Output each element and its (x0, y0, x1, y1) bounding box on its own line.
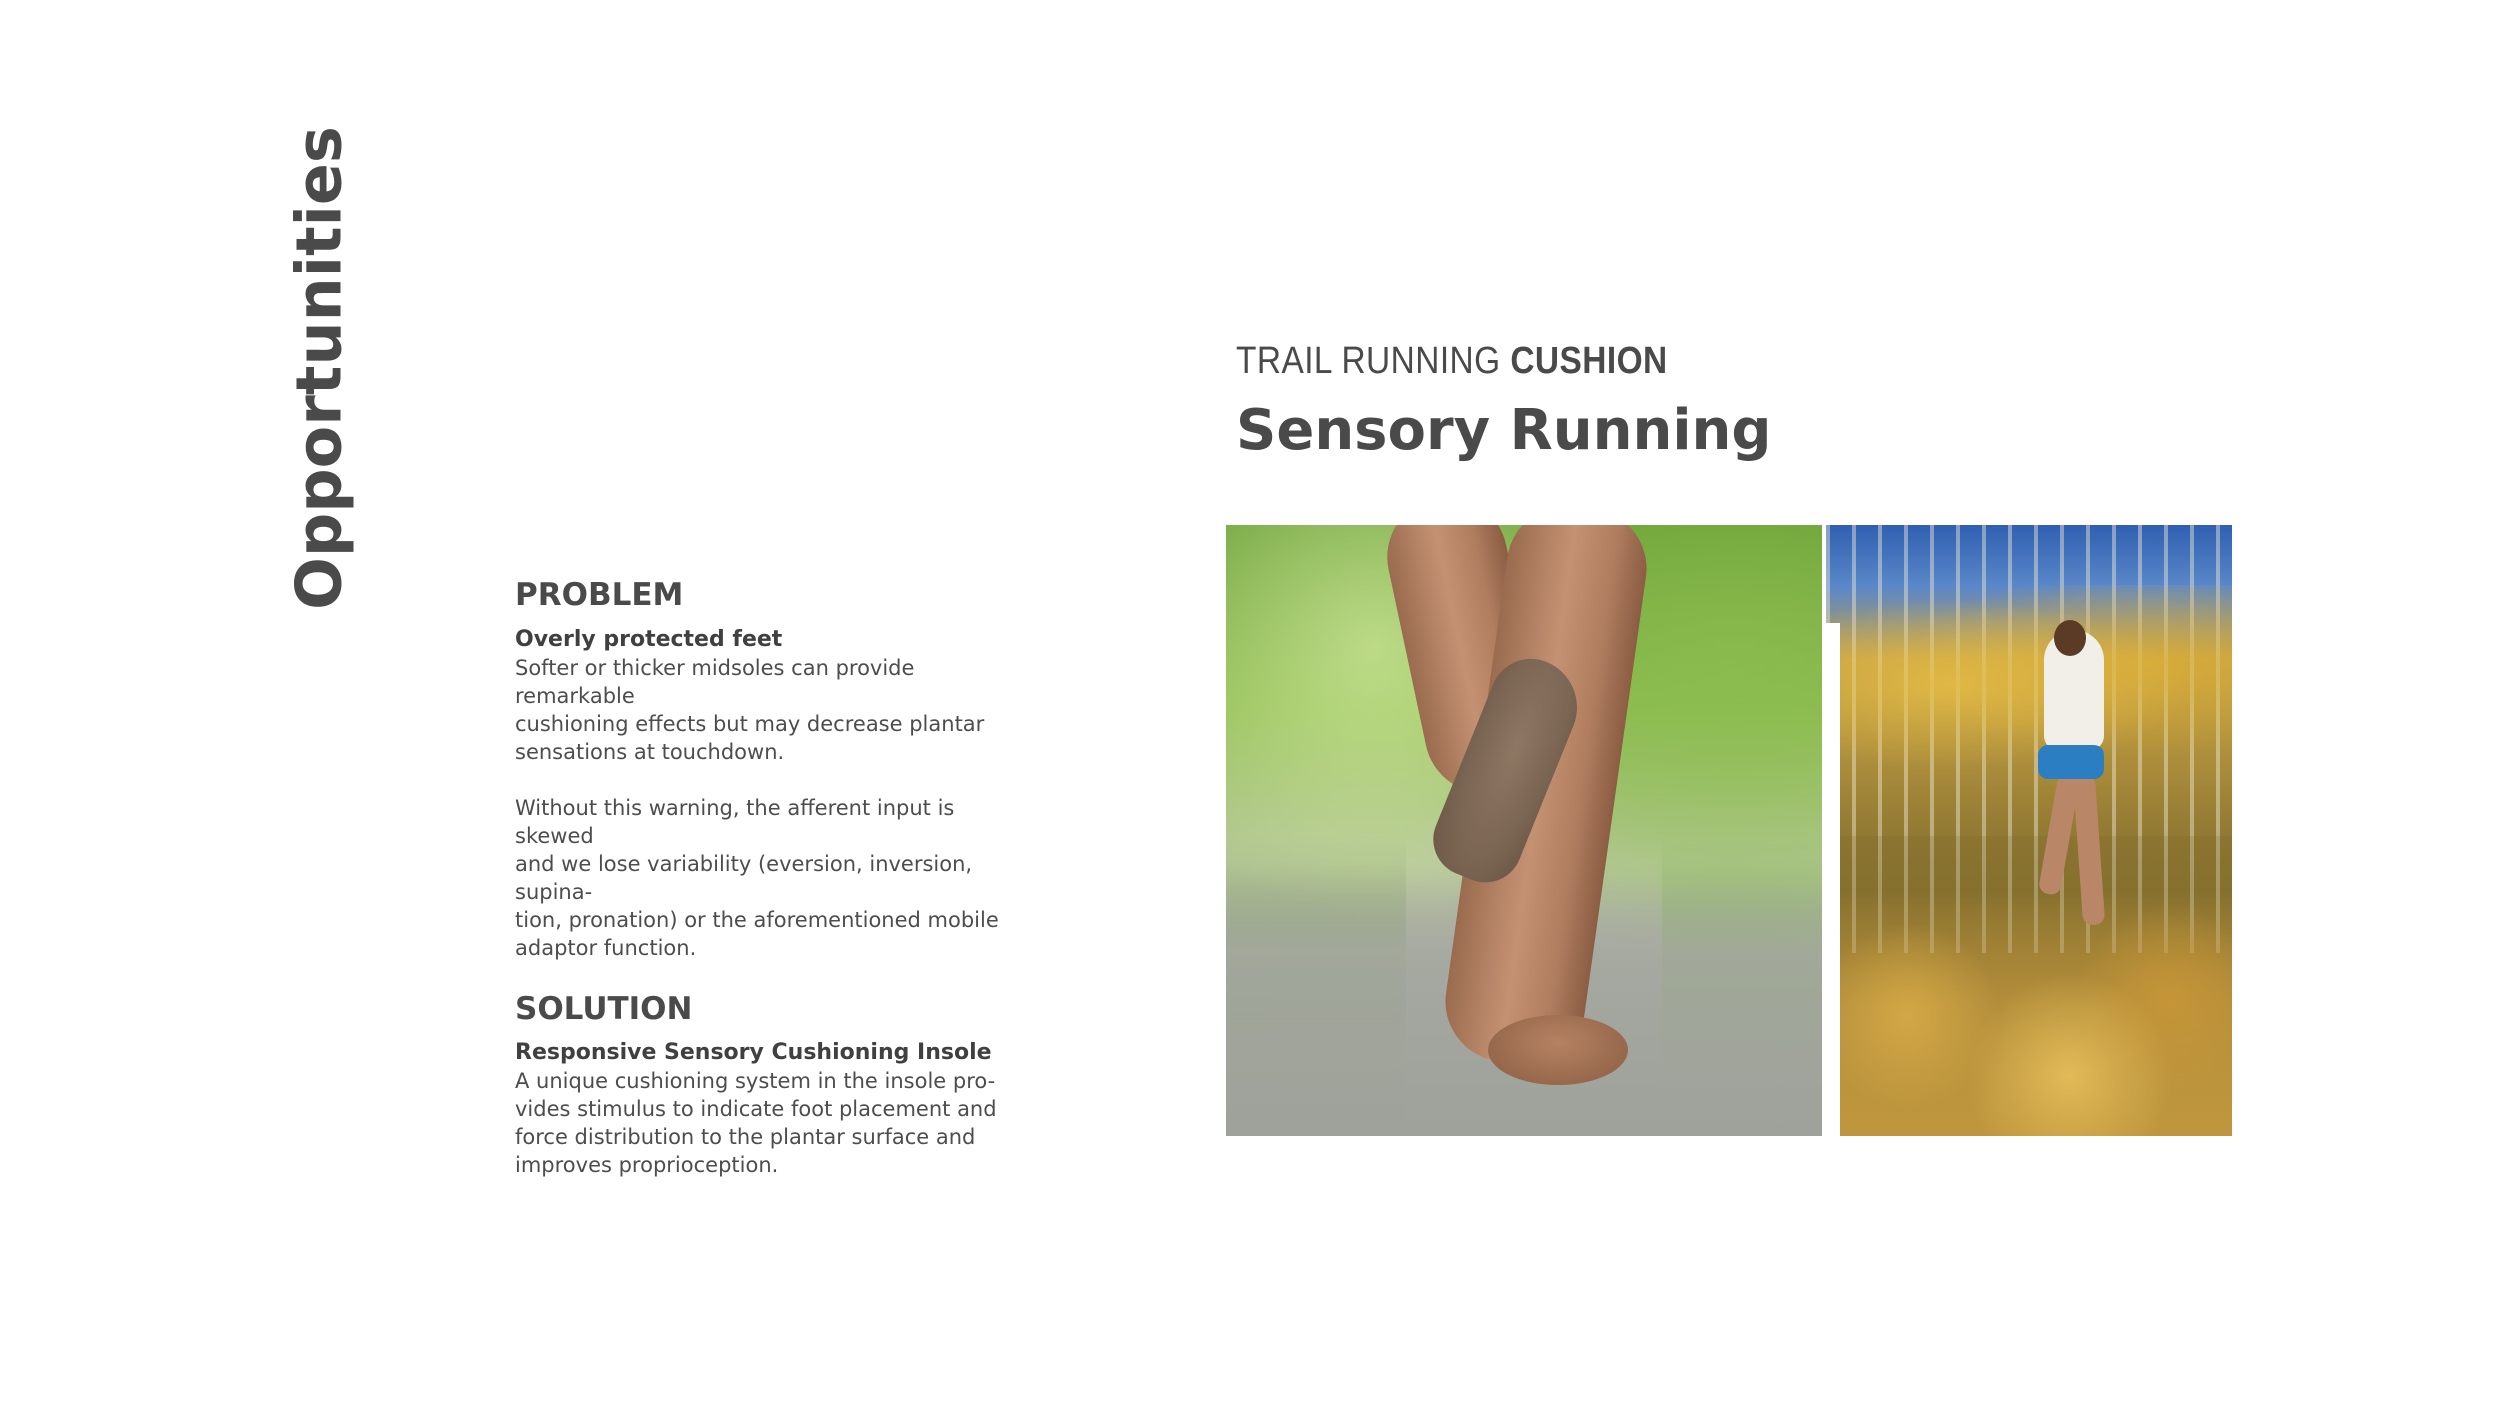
kicker-title (1236, 340, 1668, 383)
barefoot-runner-trail-photo (1226, 525, 1822, 1136)
text-line: adaptor function. (515, 935, 697, 960)
text-column (515, 578, 1035, 1179)
text-line: improves proprioception. (515, 1153, 779, 1178)
solution-paragraph (515, 1067, 1035, 1179)
section-title-vertical (274, 126, 364, 610)
text-line: vides stimulus to indicate foot placement and (515, 1097, 997, 1122)
text-line: and we lose variability (eversion, inversion, supina- (515, 851, 973, 904)
text-line: Softer or thicker midsoles can provide remarkable (515, 655, 915, 708)
problem-heading: PROBLEM (515, 577, 684, 613)
problem-paragraph-2 (515, 794, 1035, 962)
solution-heading: SOLUTION (515, 990, 693, 1027)
solution-subheading: Responsive Sensory Cushioning Insole (515, 1040, 992, 1066)
text-line: cushioning effects but may decrease plantar (515, 711, 985, 736)
runner-autumn-forest-photo (1826, 525, 2232, 1136)
kicker-bold: CUSHION (1510, 340, 1668, 382)
text-line: tion, pronation) or the aforementioned mobile (515, 907, 999, 932)
text-line: sensations at touchdown. (515, 739, 785, 764)
kicker-light: TRAIL RUNNING (1236, 340, 1501, 382)
headline: Sensory Running (1236, 398, 1772, 463)
text-line: A unique cushioning system in the insole pro- (515, 1069, 996, 1094)
solution-block (515, 992, 1035, 1180)
problem-block (515, 578, 1035, 962)
problem-paragraph-1 (515, 654, 1035, 766)
section-title-text: Opportunities (282, 126, 356, 610)
text-line: Without this warning, the afferent input is skewed (515, 795, 955, 848)
text-line: force distribution to the plantar surface and (515, 1125, 976, 1150)
problem-subheading: Overly protected feet (515, 626, 783, 652)
